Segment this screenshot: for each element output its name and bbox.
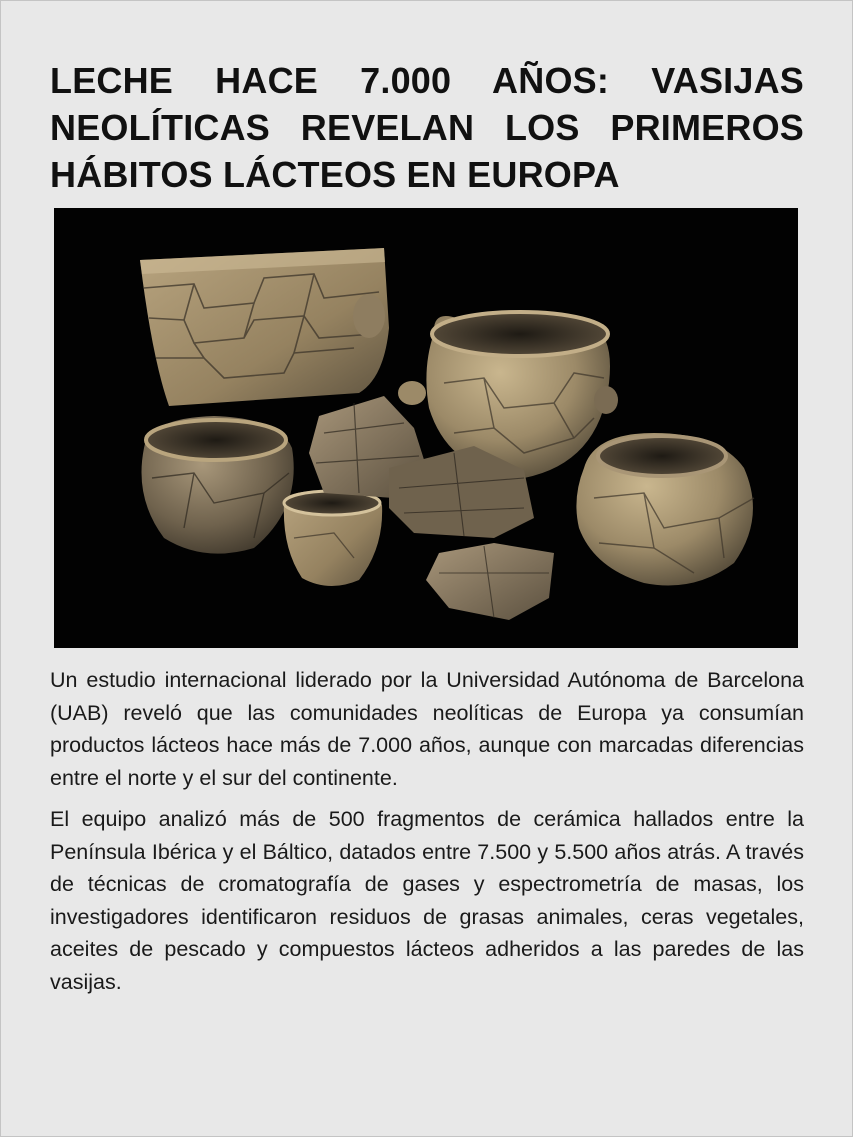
paragraph-1: Un estudio internacional liderado por la Universidad Autónoma de Barcelona (UAB) reveló que las comunidades neolíticas de Europa ya consumían productos lácteos hace más de 7.000 años, aunque con marcadas diferencias entre el norte y el sur del continente. <box>50 668 804 790</box>
article-title: LECHE HACE 7.000 AÑOS: VASIJAS NEOLÍTICAS REVELAN LOS PRIMEROS HÁBITOS LÁCTEOS EN EUROPA <box>50 60 804 195</box>
small-cup <box>284 490 382 586</box>
paragraph-2: El equipo analizó más de 500 fragmentos de cerámica hallados entre la Península Ibérica y el Báltico, datados entre 7.500 y 5.500 años atrás. A través de técnicas de cromatografía de gases y espectrometría de masas, los investigadores identificaron residuos de grasas animales, ceras vegetales, aceites de pescado y compuestos lácteos adheridos a las paredes de las vasijas. <box>50 807 804 994</box>
large-beaker <box>140 248 389 406</box>
round-pot-left <box>142 416 294 554</box>
large-bowl <box>398 312 618 478</box>
article-body <box>50 664 804 1007</box>
round-pot-right <box>576 433 754 586</box>
neolithic-pottery-photo <box>54 208 798 648</box>
